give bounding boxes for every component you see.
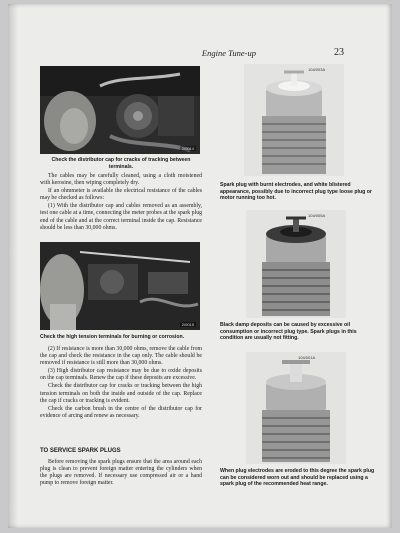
spark-plug-eroded-illustration: [246, 352, 346, 464]
spark-plug-service-text: [40, 459, 202, 488]
spark-plug-burnt-caption: Spark plug with burnt electrodes, and white blistered appearance, possibly due to incorrect plug type loose plug or motor running too hot.: [220, 182, 372, 201]
high-tension-terminals-photo: [40, 242, 200, 330]
paragraph: Check the carbon brush in the centre of the distributor cap for evidence of arcing and renew as necessary.: [40, 405, 202, 419]
paragraph: If an ohmmeter is available the electrical resistance of the cables may be checked as follows:: [40, 188, 202, 202]
distributor-cap-photo: [40, 66, 200, 154]
resistance-check-text: [40, 346, 202, 421]
paragraph: The cables may be carefully cleaned, using a cloth moistened with kerosine, then wiping completely dry.: [40, 173, 202, 187]
paragraph: (1) With the distributor cap and cables removed as an assembly, test one cable at a time, connecting the meter probes at the spark plug end of the cable and at the correct terminal inside the cap. Resistance should be less than 30,000 ohms.: [40, 203, 202, 231]
page-number: 23: [334, 47, 344, 58]
spark-plug-burnt-illustration: [244, 64, 344, 176]
plug-reference-number: 104/003A: [308, 67, 326, 72]
spark-plug-photo-black-damp: [246, 210, 346, 318]
manual-page: [8, 4, 392, 528]
distributor-cap-illustration: [40, 66, 200, 154]
paragraph: (3) High distributor cap resistance may be due to oxide deposits on the cap terminals. Renew the cap if these deposits are excessive.: [40, 368, 202, 382]
paragraph: Check the distributor cap for cracks or tracking between the high tension terminals on both the inside and outside of the cap. Replace the cap if cracks or tracking is evident.: [40, 383, 202, 404]
plug-reference-number: 104/001A: [298, 355, 316, 360]
spark-plug-black-damp-caption: Black damp deposits can be caused by excessive oil consumption or incorrect plug type. Spark plugs in this condition are usually not fitting.: [220, 322, 357, 341]
paragraph: Before removing the spark plugs ensure that the area around each plug is clean to prevent foreign matter entering the cylinders when the plugs are removed. If necessary use compressed air or a hand pump to remove foreign matter.: [40, 459, 202, 487]
distributor-cap-caption: Check the distributor cap for cracks of tracking between terminals.: [51, 157, 191, 170]
spark-plug-photo-eroded: [246, 352, 346, 464]
paragraph: (2) If resistance is more than 30,000 ohms, remove the cable from the cap and check the resistance in the cap only. The cable should be removed if resistance is still more than 30,000 ohms.: [40, 346, 202, 367]
photo-reference-number: 2/0015: [181, 322, 194, 327]
high-tension-caption: Check the high tension terminals for burning or corrosion.: [40, 334, 185, 340]
cable-cleaning-text: [40, 173, 202, 233]
spark-plug-black-damp-illustration: [246, 210, 346, 318]
spark-plug-photo-burnt: [244, 64, 344, 176]
section-heading: TO SERVICE SPARK PLUGS: [40, 448, 121, 454]
spark-plug-eroded-caption: When plug electrodes are eroded to this degree the spark plug can be considered worn out and should be replaced using a spark plug of the recommended heat range.: [220, 468, 375, 487]
running-header: Engine Tune-up: [201, 48, 256, 58]
photo-reference-number: 2/0014: [181, 146, 194, 151]
high-tension-terminals-illustration: [40, 242, 200, 330]
plug-reference-number: 104/005A: [308, 213, 326, 218]
